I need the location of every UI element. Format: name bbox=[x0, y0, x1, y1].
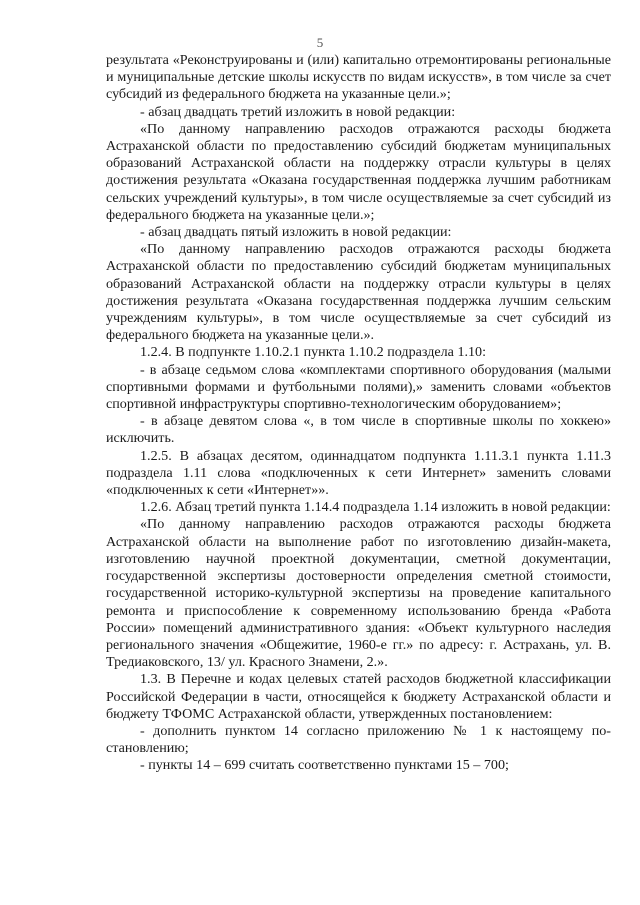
paragraph-section-1-2-6: 1.2.6. Абзац третий пункта 1.14.4 подраздела 1.14 изложить в новой редакции: bbox=[140, 499, 611, 516]
paragraph-quote: «По данному направлению расходов отражаются расходы бюджета Астраханской области по предоставлению субсидий бюджетам муниципальных образований Астраханской области на поддержку отрасли культуры в целях достижения результата «Оказана государственная поддержка лучшим работникам сельских учреждений культуры», в том числе осуществляемые за счет субсидий из федерального бюджета на указанные цели.»; bbox=[106, 120, 611, 223]
paragraph-instruction: - в абзаце седьмом слова «комплектами спортивного оборудования (малыми спортивными формами и футбольными полями),» заменить словами «объектов спортивной инфраструктуры спортивно-технологическим оборудованием»; bbox=[106, 361, 611, 413]
page-number: 5 bbox=[316, 35, 324, 50]
paragraph-quote: «По данному направлению расходов отражаются расходы бюджета Астраханской области по предоставлению субсидий бюджетам муниципальных образований Астраханской области на поддержку отрасли культуры в целях достижения результата «Оказана государственная поддержка лучшим сельским учреждениям культуры», в том числе осуществляемые за счет субсидий из федерального бюджета на указанные цели.». bbox=[106, 241, 611, 344]
paragraph-instruction: - в абзаце девятом слова «, в том числе в спортивные школы по хоккею» исключить. bbox=[106, 413, 611, 447]
paragraph-section-1-2-5: 1.2.5. В абзацах десятом, одиннадцатом подпункта 1.11.3.1 пункта 1.11.3 подраздела 1.11 слова «подключенных к сети Интернет» заменить словами «подключенных к сети «Интернет»». bbox=[106, 447, 611, 499]
paragraph-quote: «По данному направлению расходов отражаются расходы бюджета Астраханской области на выполнение работ по изготовлению дизайн-макета, изготовлению научной проектной документации, сметной документации, государственной экспертизы достоверности определения сметной стоимости, государственной историко-культурной экспертизы на проведение капитального ремонта и приспособление к современному использованию бренда «Работа России» помещений административного здания: «Объект культурного наследия регионального значения «Общежитие, 1960-е гг.» по адресу: г. Астрахань, ул. В. Тредиаковского, 13/ ул. Красного Знамени, 2.». bbox=[106, 516, 611, 671]
paragraph-instruction: - абзац двадцать пятый изложить в новой редакции: bbox=[140, 224, 452, 241]
paragraph-instruction: - пункты 14 – 699 считать соответственно пунктами 15 – 700; bbox=[140, 757, 509, 774]
paragraph-continuation: результата «Реконструированы и (или) капитально отремонтированы региональные и муниципальные детские школы искусств по видам искусств», в том числе за счет субсидий из федерального бюджета на указанные цели.»; bbox=[106, 52, 611, 103]
paragraph-instruction: - дополнить пунктом 14 согласно приложению № 1 к настоящему постановлению; bbox=[106, 722, 611, 757]
paragraph-section-1-2-4: 1.2.4. В подпункте 1.10.2.1 пункта 1.10.2 подраздела 1.10: bbox=[140, 344, 487, 361]
document-body bbox=[106, 52, 611, 775]
paragraph-instruction: - абзац двадцать третий изложить в новой редакции: bbox=[140, 103, 456, 120]
paragraph-section-1-3: 1.3. В Перечне и кодах целевых статей расходов бюджетной классификации Российской Федерации в части, относящейся к бюджету Астраханской области и бюджету ТФОМС Астраханской области, утвержденных постановлением: bbox=[106, 671, 611, 722]
